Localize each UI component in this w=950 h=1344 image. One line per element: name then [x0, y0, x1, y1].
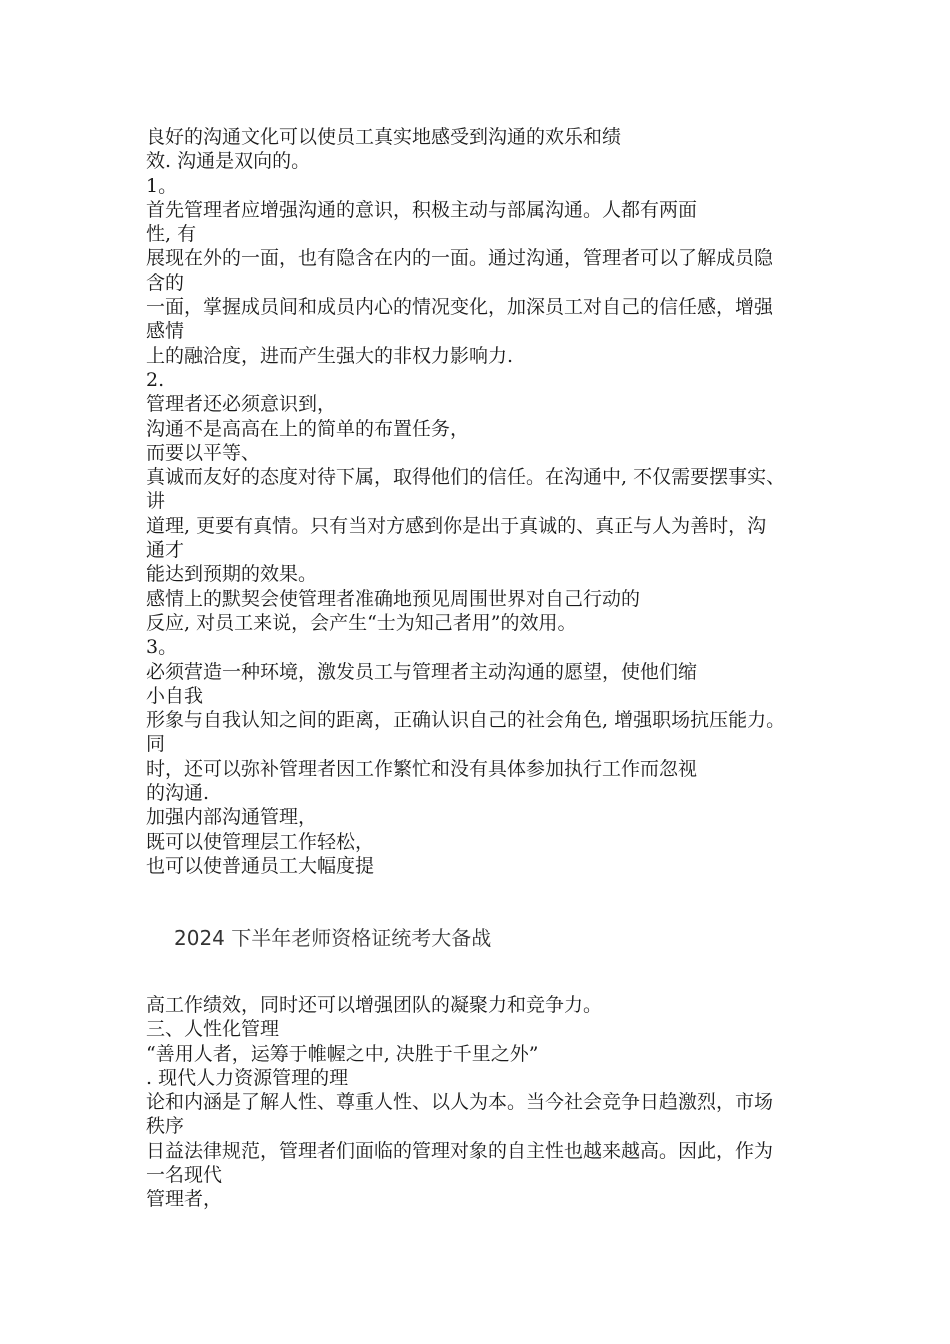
- text-line: 首先管理者应增强沟通的意识，积极主动与部属沟通。人都有两面: [146, 198, 698, 221]
- text-line: 反应, 对员工来说，会产生“士为知己者用”的效用。: [146, 611, 577, 634]
- text-line: 1。: [146, 174, 178, 197]
- body-text-bottom: [146, 993, 836, 1212]
- body-text-top: [146, 125, 836, 878]
- text-line: 的沟通.: [146, 782, 210, 805]
- text-line: 上的融洽度，进而产生强大的非权力影响力.: [146, 344, 514, 367]
- text-line: 通才: [146, 539, 185, 562]
- text-line: 展现在外的一面，也有隐含在内的一面。通过沟通，管理者可以了解成员隐: [146, 247, 774, 270]
- text-line: 2.: [146, 368, 165, 391]
- text-line: 沟通不是高高在上的简单的布置任务，: [146, 417, 470, 440]
- text-line: 加强内部沟通管理，: [146, 806, 318, 829]
- text-line: 管理者，: [146, 1188, 223, 1211]
- text-line: 日益法律规范，管理者们面临的管理对象的自主性也越来越高。因此，作为: [146, 1139, 774, 1162]
- text-line: 形象与自我认知之间的距离，正确认识自己的社会角色, 增强职场抗压能力。: [146, 709, 786, 732]
- text-line: . 现代人力资源管理的理: [146, 1066, 349, 1089]
- text-line: 感情: [146, 320, 185, 343]
- text-line: 也可以使普通员工大幅度提: [146, 854, 375, 877]
- text-line: 时，还可以弥补管理者因工作繁忙和没有具体参加执行工作而忽视: [146, 757, 698, 780]
- text-line: 能达到预期的效果。: [146, 563, 318, 586]
- text-line: 管理者还必须意识到，: [146, 393, 337, 416]
- text-line: 性, 有: [146, 223, 197, 246]
- text-line: 效. 沟通是双向的。: [146, 150, 311, 173]
- text-line: 同: [146, 733, 166, 756]
- text-line: 3。: [146, 636, 178, 659]
- section-banner: 2024 下半年老师资格证统考大备战: [174, 926, 492, 950]
- text-line: 含的: [146, 271, 185, 294]
- text-line: 而要以平等、: [146, 441, 261, 464]
- text-line: 高工作绩效，同时还可以增强团队的凝聚力和竞争力。: [146, 994, 603, 1016]
- text-line: 必须营造一种环境，激发员工与管理者主动沟通的愿望，使他们缩: [146, 660, 698, 683]
- text-line: 论和内涵是了解人性、尊重人性、以人为本。当今社会竞争日趋激烈，市场: [146, 1091, 774, 1114]
- text-line: 一面，掌握成员间和成员内心的情况变化，加深员工对自己的信任感，增强: [146, 296, 774, 319]
- text-line: 三、人性化管理: [146, 1018, 280, 1041]
- text-line: 良好的沟通文化可以使员工真实地感受到沟通的欢乐和绩: [146, 126, 622, 148]
- text-line: 道理, 更要有真情。只有当对方感到你是出于真诚的、真正与人为善时，沟: [146, 514, 767, 537]
- text-line: 感情上的默契会使管理者准确地预见周围世界对自己行动的: [146, 587, 641, 610]
- text-line: 讲: [146, 490, 166, 513]
- text-line: 既可以使管理层工作轻松，: [146, 830, 375, 853]
- text-line: 一名现代: [146, 1164, 223, 1187]
- text-line: 秩序: [146, 1115, 185, 1138]
- text-line: “善用人者，运筹于帷幄之中, 决胜于千里之外”: [146, 1042, 539, 1065]
- text-line: 小自我: [146, 684, 204, 707]
- text-line: 真诚而友好的态度对待下属，取得他们的信任。在沟通中, 不仅需要摆事实、: [146, 466, 786, 489]
